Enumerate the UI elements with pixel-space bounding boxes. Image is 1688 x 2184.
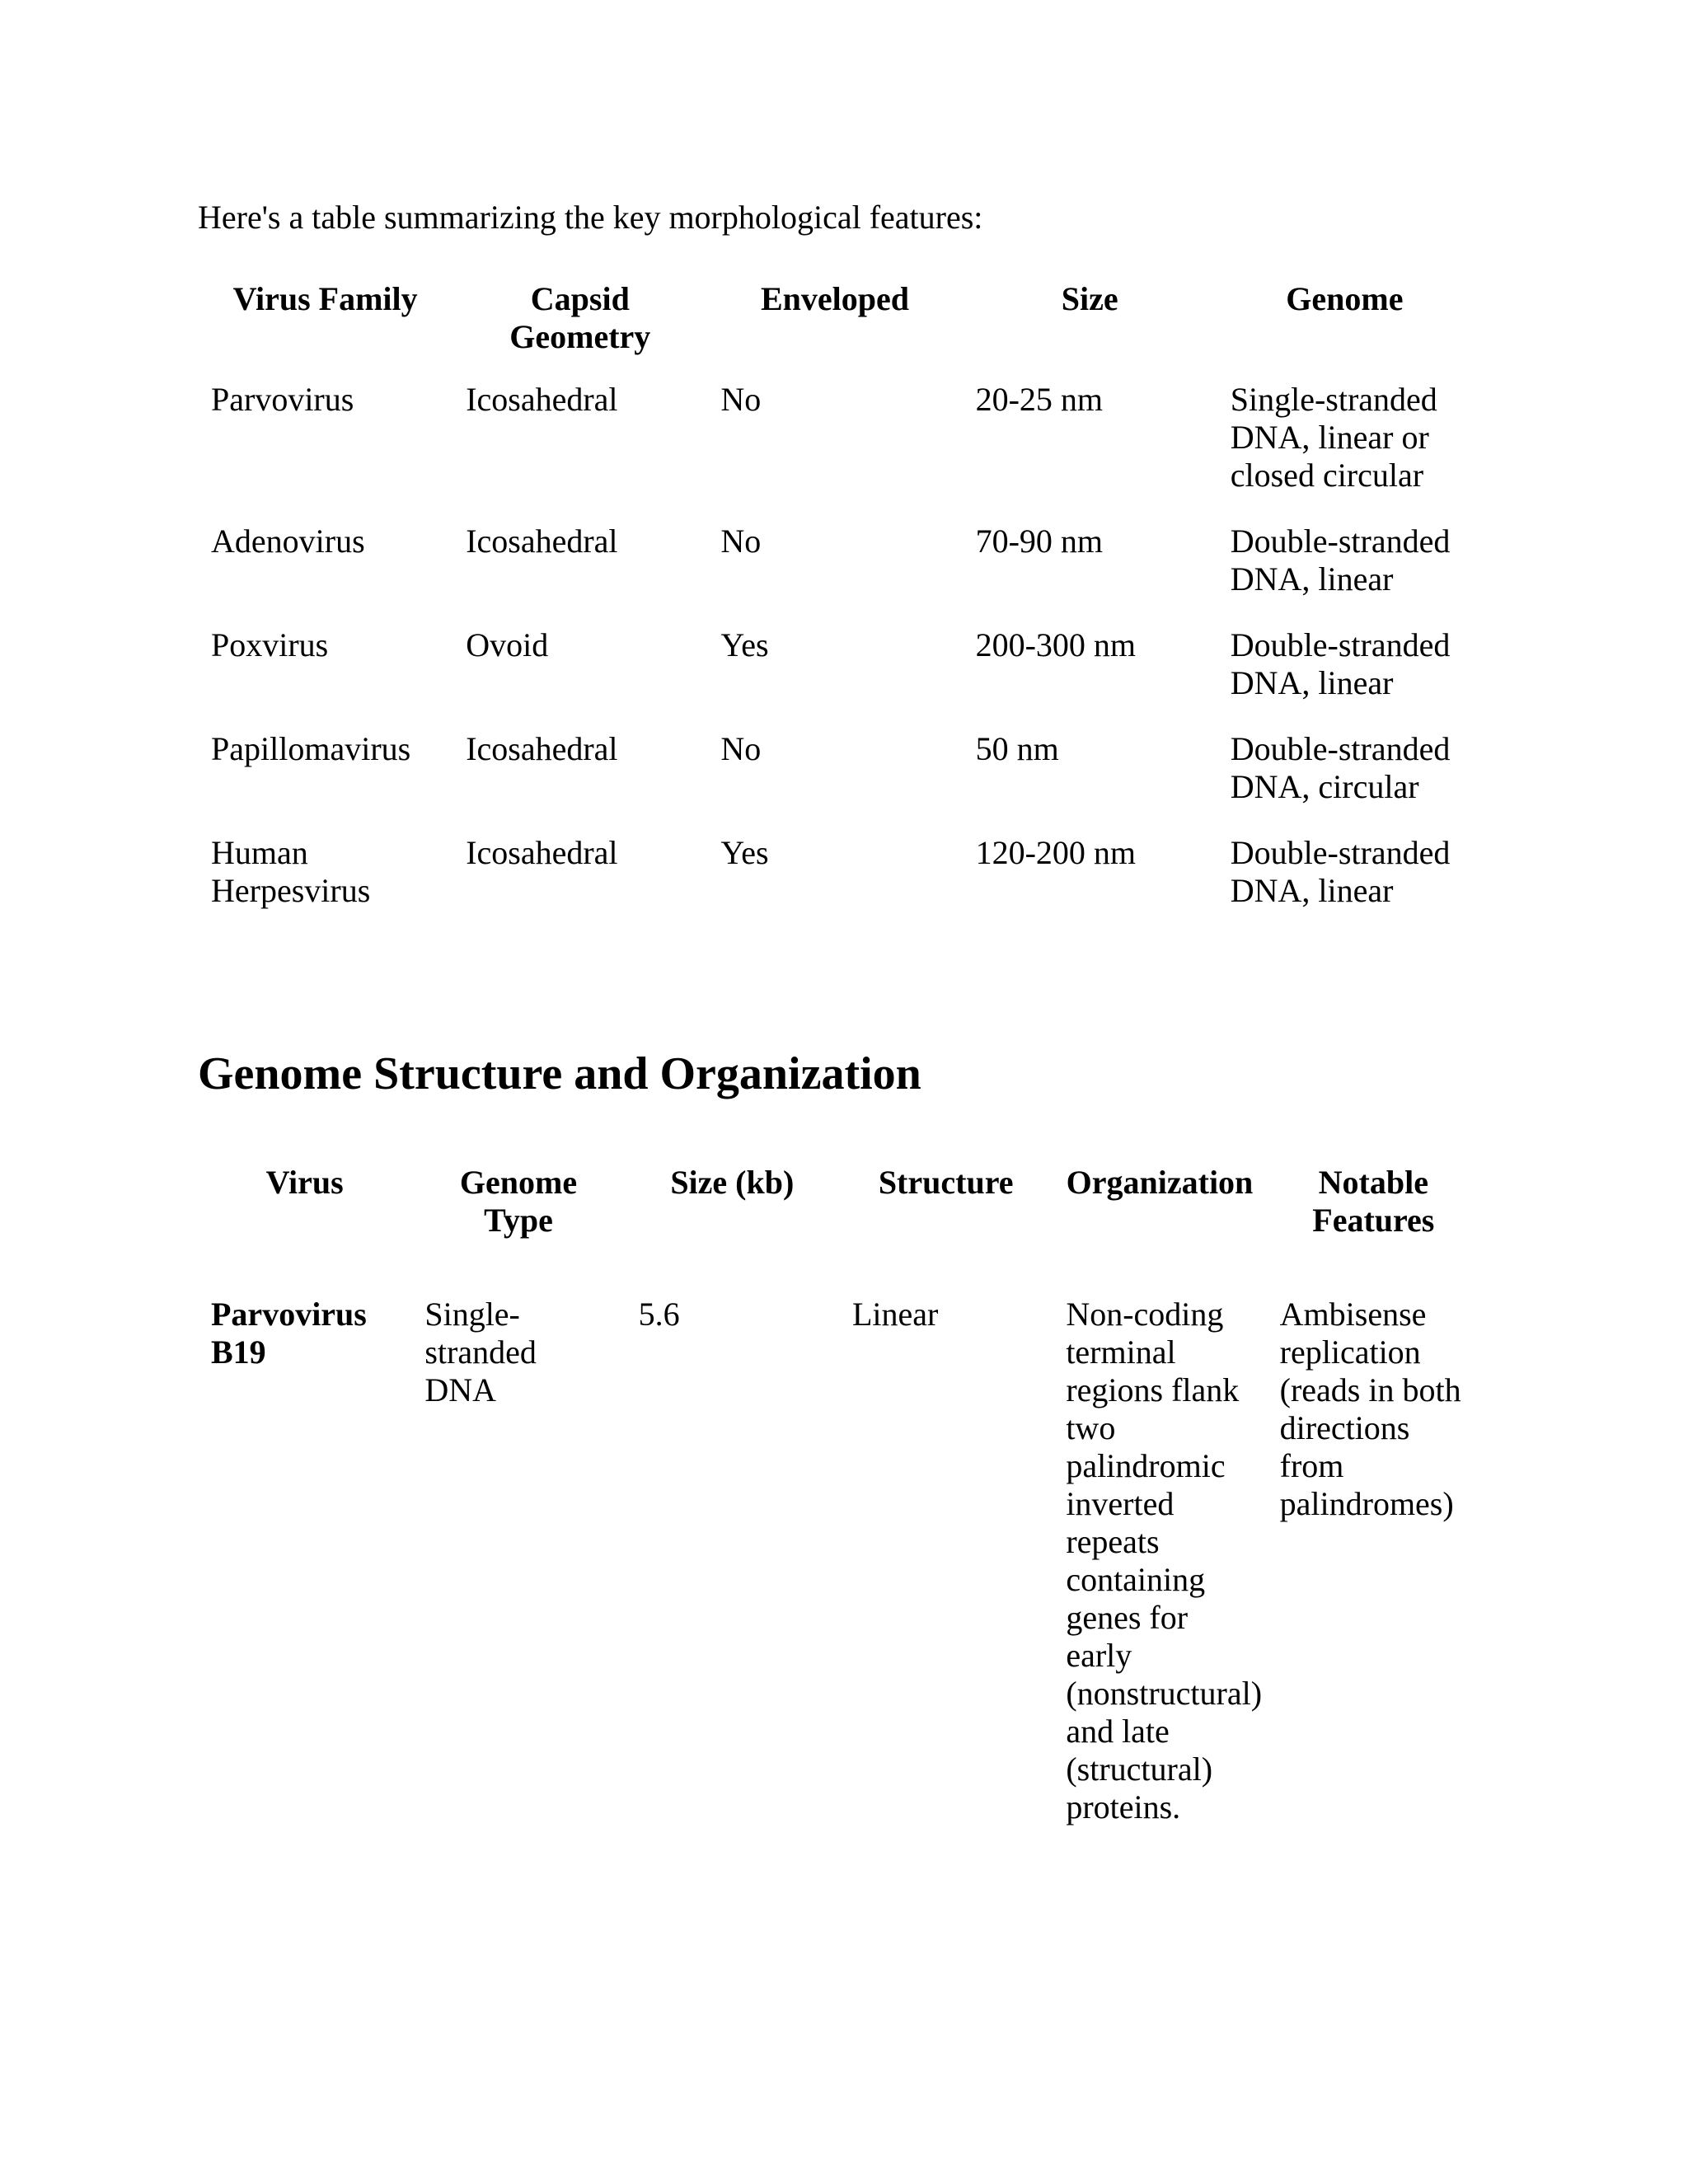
table-cell: 70-90 nm (975, 523, 1103, 560)
table-cell: Single-stranded DNA, linear or closed circular (1230, 381, 1437, 494)
table-cell: Parvovirus B19 (211, 1296, 367, 1371)
table-cell: 120-200 nm (975, 834, 1136, 871)
table-row (198, 626, 1472, 730)
table-cell: Ovoid (466, 626, 549, 663)
table-row (198, 381, 1472, 523)
table-cell: 5.6 (638, 1296, 680, 1333)
table-cell: 50 nm (975, 730, 1059, 767)
column-header-notable-features: Notable Features (1312, 1164, 1435, 1239)
column-header-genome: Genome (1286, 280, 1404, 317)
column-header-structure: Structure (878, 1164, 1014, 1201)
table-cell: Linear (851, 1296, 939, 1333)
table-cell: Icosahedral (466, 523, 618, 560)
table-row (198, 834, 1472, 938)
table-cell: Double-stranded DNA, linear (1230, 626, 1451, 701)
table-header-row (198, 280, 1472, 381)
column-header-genome-type: Genome Type (459, 1164, 578, 1239)
table-header-row (198, 1164, 1480, 1296)
table-cell: Icosahedral (466, 730, 618, 767)
column-header-capsid-geometry: Capsid Geometry (509, 280, 651, 355)
table-row (198, 1296, 1480, 1843)
column-header-virus-family: Virus Family (232, 280, 418, 317)
intro-text: Here's a table summarizing the key morphological features: (198, 199, 983, 236)
table-cell: 20-25 nm (975, 381, 1103, 418)
column-header-enveloped: Enveloped (760, 280, 909, 317)
genome-table (198, 1164, 1480, 1843)
table-cell: Papillomavirus (211, 730, 411, 767)
table-cell: 200-300 nm (975, 626, 1136, 663)
column-header-size-kb: Size (kb) (670, 1164, 795, 1201)
table-cell: Icosahedral (466, 834, 618, 871)
table-cell: No (720, 523, 762, 560)
column-header-virus: Virus (265, 1164, 344, 1201)
table-cell: Yes (720, 626, 769, 663)
column-header-size: Size (1061, 280, 1118, 317)
table-cell: Single-stranded DNA (424, 1296, 537, 1408)
table-cell: Ambisense replication (reads in both directions from palindromes) (1279, 1296, 1461, 1522)
table-cell: Icosahedral (466, 381, 618, 418)
table-cell: Parvovirus (211, 381, 354, 418)
table-row (198, 730, 1472, 834)
table-cell: Adenovirus (211, 523, 365, 560)
table-cell: Double-stranded DNA, linear (1230, 523, 1451, 598)
table-cell: Human Herpesvirus (211, 834, 371, 909)
section-heading: Genome Structure and Organization (198, 1048, 921, 1099)
table-cell: No (720, 381, 762, 418)
column-header-organization: Organization (1066, 1164, 1254, 1201)
table-cell: Double-stranded DNA, circular (1230, 730, 1451, 805)
table-cell: Poxvirus (211, 626, 329, 663)
table-cell: Double-stranded DNA, linear (1230, 834, 1451, 909)
table-cell: Non-coding terminal regions flank two palindromic inverted repeats containing genes for early (nonstructural) and late (structural) proteins. (1066, 1296, 1263, 1825)
morphology-table (198, 280, 1472, 938)
table-cell: Yes (720, 834, 769, 871)
table-cell: No (720, 730, 762, 767)
table-row (198, 523, 1472, 626)
